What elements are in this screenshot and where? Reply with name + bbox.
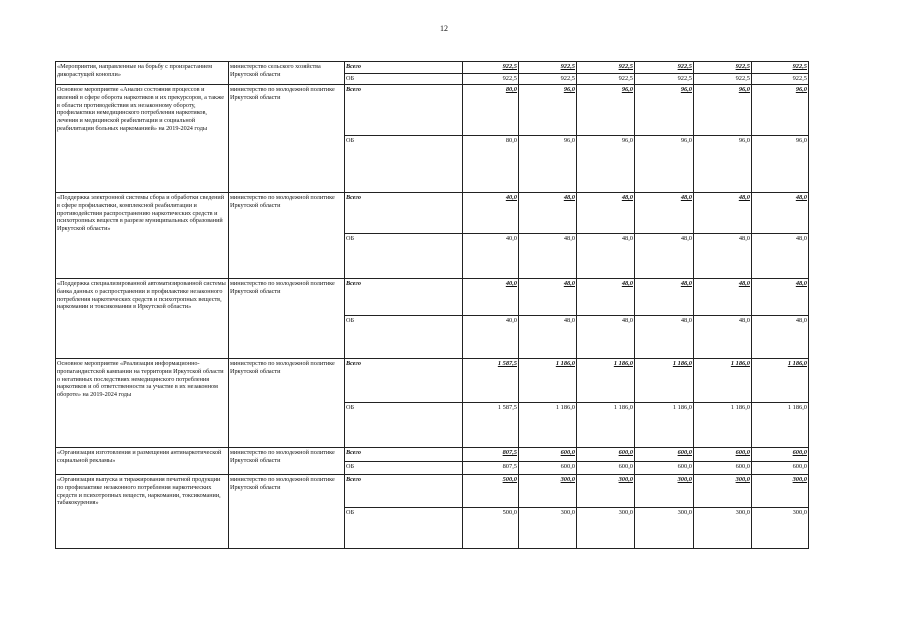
table-row <box>56 448 809 462</box>
total-value-cell: 48,0 <box>694 193 752 234</box>
ob-value-cell: 48,0 <box>519 234 577 279</box>
total-value-cell: 40,0 <box>463 193 519 234</box>
ob-value-cell: 48,0 <box>635 316 694 359</box>
total-value-cell: 80,0 <box>463 85 519 136</box>
ob-value-cell: 1 186,0 <box>752 403 809 448</box>
total-value-cell: 922,5 <box>635 62 694 74</box>
total-value-cell: 807,5 <box>463 448 519 462</box>
ob-value-cell: 96,0 <box>577 136 635 193</box>
total-value-cell: 300,0 <box>519 475 577 508</box>
total-value-cell: 1 587,5 <box>463 359 519 403</box>
ob-value-cell: 1 587,5 <box>463 403 519 448</box>
measure-name-cell: «Мероприятия, направленные на борьбу с произрастанием дикорастущей конопли» <box>56 62 229 85</box>
ob-value-cell: 300,0 <box>519 508 577 549</box>
page-number: 12 <box>440 24 448 33</box>
executor-cell: министерство по молодежной политике Иркутской области <box>229 475 345 549</box>
source-ob-label: ОБ <box>345 136 463 193</box>
ob-value-cell: 922,5 <box>577 74 635 85</box>
total-value-cell: 500,0 <box>463 475 519 508</box>
total-value-cell: 600,0 <box>694 448 752 462</box>
ob-value-cell: 40,0 <box>463 316 519 359</box>
total-value-cell: 300,0 <box>694 475 752 508</box>
source-total-label: Всего <box>345 279 463 316</box>
budget-table <box>55 61 809 549</box>
table-row <box>56 62 809 74</box>
executor-cell: министерство по молодежной политике Иркутской области <box>229 448 345 475</box>
executor-cell: министерство по молодежной политике Иркутской области <box>229 359 345 448</box>
ob-value-cell: 922,5 <box>519 74 577 85</box>
ob-value-cell: 48,0 <box>577 234 635 279</box>
total-value-cell: 922,5 <box>577 62 635 74</box>
table-row <box>56 359 809 403</box>
executor-cell: министерство сельского хозяйства Иркутской области <box>229 62 345 85</box>
measure-name-cell: Основное мероприятие «Анализ состояния процессов и явлений в сфере оборота наркотиков и их прекурсоров, а также в области противодействия их незаконному обороту, профилактики немедицинского потребления наркотиков, лечения и медицинской реабилитации и социальной реабилитации больных наркоманией» на 2019-2024 годы <box>56 85 229 193</box>
ob-value-cell: 48,0 <box>577 316 635 359</box>
ob-value-cell: 48,0 <box>752 316 809 359</box>
ob-value-cell: 48,0 <box>694 234 752 279</box>
total-value-cell: 1 186,0 <box>694 359 752 403</box>
table-row <box>56 279 809 316</box>
ob-value-cell: 48,0 <box>519 316 577 359</box>
source-total-label: Всего <box>345 193 463 234</box>
measure-name-cell: «Поддержка специализированной автоматизированной системы банка данных о распространении и профилактике незаконного потребления наркотических средств и психотропных веществ, наркомании и токсикомании в Иркутской области» <box>56 279 229 359</box>
total-value-cell: 600,0 <box>519 448 577 462</box>
ob-value-cell: 1 186,0 <box>694 403 752 448</box>
ob-value-cell: 1 186,0 <box>577 403 635 448</box>
ob-value-cell: 96,0 <box>519 136 577 193</box>
ob-value-cell: 922,5 <box>694 74 752 85</box>
source-total-label: Всего <box>345 359 463 403</box>
ob-value-cell: 600,0 <box>752 462 809 475</box>
total-value-cell: 96,0 <box>694 85 752 136</box>
source-ob-label: ОБ <box>345 462 463 475</box>
total-value-cell: 48,0 <box>519 279 577 316</box>
ob-value-cell: 300,0 <box>635 508 694 549</box>
ob-value-cell: 96,0 <box>694 136 752 193</box>
ob-value-cell: 96,0 <box>635 136 694 193</box>
source-total-label: Всего <box>345 475 463 508</box>
measure-name-cell: «Организация выпуска и тиражирования печатной продукции по профилактике незаконного потребления наркотических средств и психотропных веществ, наркомании, токсикомании, табакокурения» <box>56 475 229 549</box>
total-value-cell: 600,0 <box>635 448 694 462</box>
source-total-label: Всего <box>345 448 463 462</box>
total-value-cell: 48,0 <box>635 279 694 316</box>
ob-value-cell: 48,0 <box>694 316 752 359</box>
ob-value-cell: 600,0 <box>635 462 694 475</box>
table-row <box>56 193 809 234</box>
table-body <box>56 62 809 549</box>
ob-value-cell: 300,0 <box>752 508 809 549</box>
total-value-cell: 300,0 <box>577 475 635 508</box>
total-value-cell: 300,0 <box>635 475 694 508</box>
measure-name-cell: «Поддержка электронной системы сбора и обработки сведений в сфере профилактики, комплексной реабилитации и противодействия распространению наркотических средств и психотропных веществ в разрезе муниципальных образований Иркутской области» <box>56 193 229 279</box>
total-value-cell: 922,5 <box>463 62 519 74</box>
total-value-cell: 48,0 <box>577 279 635 316</box>
total-value-cell: 48,0 <box>635 193 694 234</box>
table-row <box>56 85 809 136</box>
total-value-cell: 1 186,0 <box>752 359 809 403</box>
source-ob-label: ОБ <box>345 508 463 549</box>
ob-value-cell: 300,0 <box>694 508 752 549</box>
total-value-cell: 922,5 <box>694 62 752 74</box>
total-value-cell: 48,0 <box>577 193 635 234</box>
ob-value-cell: 80,0 <box>463 136 519 193</box>
source-ob-label: ОБ <box>345 74 463 85</box>
ob-value-cell: 300,0 <box>577 508 635 549</box>
total-value-cell: 922,5 <box>519 62 577 74</box>
ob-value-cell: 922,5 <box>463 74 519 85</box>
ob-value-cell: 48,0 <box>752 234 809 279</box>
ob-value-cell: 922,5 <box>752 74 809 85</box>
total-value-cell: 48,0 <box>752 279 809 316</box>
total-value-cell: 40,0 <box>463 279 519 316</box>
ob-value-cell: 600,0 <box>694 462 752 475</box>
ob-value-cell: 600,0 <box>577 462 635 475</box>
source-ob-label: ОБ <box>345 316 463 359</box>
measure-name-cell: «Организация изготовления и размещения антинаркотической социальной рекламы» <box>56 448 229 475</box>
total-value-cell: 96,0 <box>752 85 809 136</box>
total-value-cell: 48,0 <box>752 193 809 234</box>
executor-cell: министерство по молодежной политике Иркутской области <box>229 85 345 193</box>
source-total-label: Всего <box>345 85 463 136</box>
total-value-cell: 96,0 <box>577 85 635 136</box>
ob-value-cell: 40,0 <box>463 234 519 279</box>
ob-value-cell: 1 186,0 <box>635 403 694 448</box>
total-value-cell: 48,0 <box>519 193 577 234</box>
total-value-cell: 922,5 <box>752 62 809 74</box>
measure-name-cell: Основное мероприятие «Реализация информационно-пропагандистской кампании на территории Иркутской области о негативных последствиях немедицинского потребления наркотиков и об ответственности за участие в их незаконном обороте» на 2019-2024 годы <box>56 359 229 448</box>
ob-value-cell: 48,0 <box>635 234 694 279</box>
ob-value-cell: 96,0 <box>752 136 809 193</box>
total-value-cell: 1 186,0 <box>577 359 635 403</box>
total-value-cell: 48,0 <box>694 279 752 316</box>
total-value-cell: 600,0 <box>577 448 635 462</box>
total-value-cell: 300,0 <box>752 475 809 508</box>
executor-cell: министерство по молодежной политике Иркутской области <box>229 279 345 359</box>
executor-cell: министерство по молодежной политике Иркутской области <box>229 193 345 279</box>
ob-value-cell: 1 186,0 <box>519 403 577 448</box>
ob-value-cell: 600,0 <box>519 462 577 475</box>
source-total-label: Всего <box>345 62 463 74</box>
ob-value-cell: 922,5 <box>635 74 694 85</box>
total-value-cell: 600,0 <box>752 448 809 462</box>
ob-value-cell: 500,0 <box>463 508 519 549</box>
total-value-cell: 96,0 <box>635 85 694 136</box>
total-value-cell: 96,0 <box>519 85 577 136</box>
ob-value-cell: 807,5 <box>463 462 519 475</box>
source-ob-label: ОБ <box>345 234 463 279</box>
source-ob-label: ОБ <box>345 403 463 448</box>
total-value-cell: 1 186,0 <box>635 359 694 403</box>
table-row <box>56 475 809 508</box>
total-value-cell: 1 186,0 <box>519 359 577 403</box>
